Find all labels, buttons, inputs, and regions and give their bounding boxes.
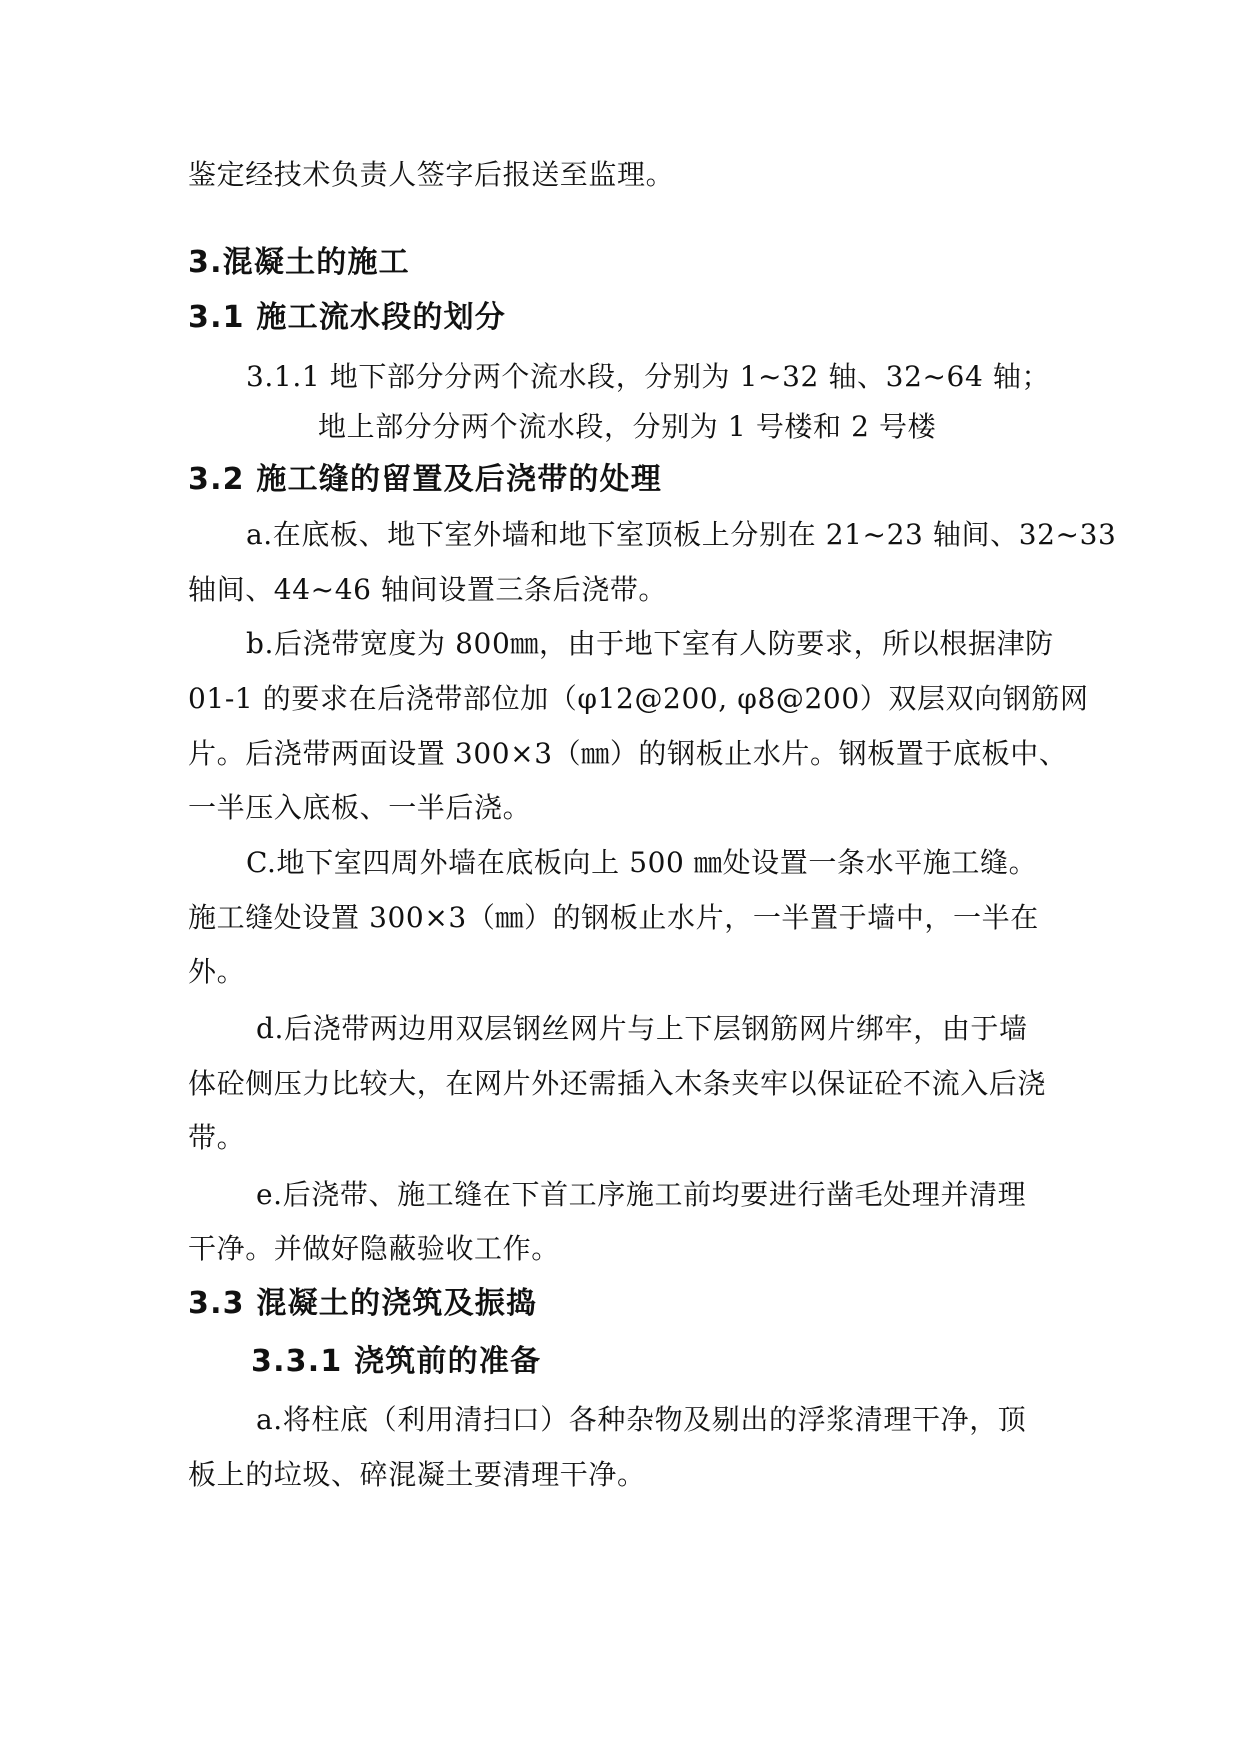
- heading-3-2: 3.2 施工缝的留置及后浇带的处理: [188, 462, 662, 497]
- paragraph-3-1-1-line2: 地上部分分两个流水段，分别为 1 号楼和 2 号楼: [318, 410, 937, 443]
- paragraph-intro: 鉴定经技术负责人签字后报送至监理。: [188, 158, 675, 191]
- heading-3-3: 3.3 混凝土的浇筑及振捣: [188, 1286, 538, 1321]
- paragraph-c-line3: 外。: [188, 955, 246, 988]
- heading-3-1: 3.1 施工流水段的划分: [188, 300, 506, 335]
- paragraph-b-line3: 片。后浇带两面设置 300×3（㎜）的钢板止水片。钢板置于底板中、: [188, 737, 1068, 770]
- paragraph-3-3-1-a-line2: 板上的垃圾、碎混凝土要清理干净。: [188, 1458, 646, 1491]
- paragraph-3-1-1-line1: 3.1.1 地下部分分两个流水段，分别为 1~32 轴、32~64 轴；: [246, 360, 1051, 393]
- paragraph-c-line2: 施工缝处设置 300×3（㎜）的钢板止水片，一半置于墙中，一半在: [188, 901, 1039, 934]
- paragraph-b-line1: b.后浇带宽度为 800㎜，由于地下室有人防要求，所以根据津防: [246, 627, 1054, 660]
- paragraph-d-line1: d.后浇带两边用双层钢丝网片与上下层钢筋网片绑牢，由于墙: [256, 1012, 1028, 1045]
- paragraph-d-line3: 带。: [188, 1121, 246, 1154]
- paragraph-3-3-1-a-line1: a.将柱底（利用清扫口）各种杂物及剔出的浮浆清理干净，顶: [256, 1403, 1027, 1436]
- paragraph-b-line4: 一半压入底板、一半后浇。: [188, 791, 532, 824]
- paragraph-c-line1: C.地下室四周外墙在底板向上 500 ㎜处设置一条水平施工缝。: [246, 846, 1038, 879]
- paragraph-e-line2: 干净。并做好隐蔽验收工作。: [188, 1232, 560, 1265]
- paragraph-e-line1: e.后浇带、施工缝在下首工序施工前均要进行凿毛处理并清理: [256, 1178, 1027, 1211]
- heading-3: 3.混凝土的施工: [188, 245, 410, 280]
- paragraph-d-line2: 体砼侧压力比较大，在网片外还需插入木条夹牢以保证砼不流入后浇: [188, 1067, 1047, 1100]
- heading-3-3-1: 3.3.1 浇筑前的准备: [251, 1344, 542, 1379]
- paragraph-a-line2: 轴间、44~46 轴间设置三条后浇带。: [188, 573, 668, 606]
- paragraph-b-line2: 01-1 的要求在后浇带部位加（φ12@200, φ8@200）双层双向钢筋网: [188, 682, 1089, 715]
- paragraph-a-line1: a.在底板、地下室外墙和地下室顶板上分别在 21~23 轴间、32~33: [246, 518, 1117, 551]
